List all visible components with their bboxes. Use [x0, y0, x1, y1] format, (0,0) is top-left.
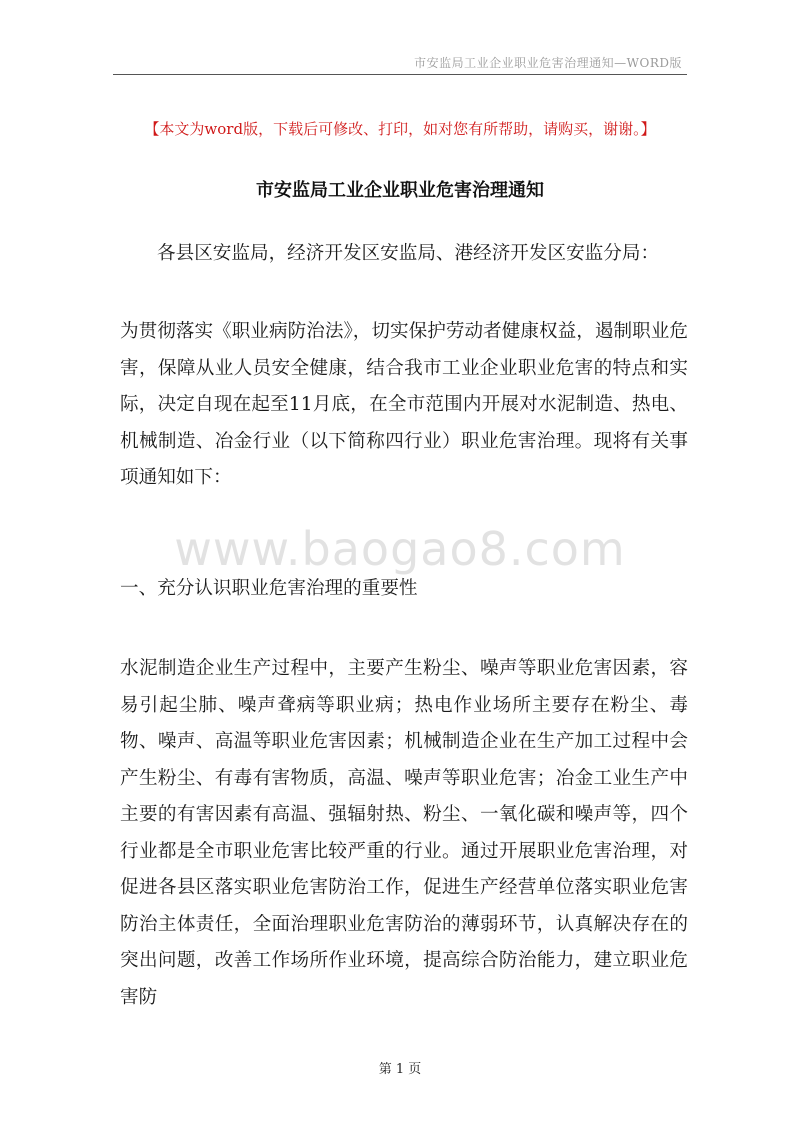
section-heading-1: 一、充分认识职业危害治理的重要性 — [120, 578, 418, 599]
purchase-notice: 【本文为word版，下载后可修改、打印，如对您有所帮助，请购买，谢谢。】 — [144, 120, 656, 138]
paragraph-intro: 为贯彻落实《职业病防治法》，切实保护劳动者健康权益，遏制职业危害，保障从业人员安全健康，结合我市工业企业职业危害的特点和实际，决定自现在起至11月底，在全市范围内开展对水泥制造、热电、机械制造、冶金行业（以下简称四行业）职业危害治理。现将有关事项通知如下： — [120, 321, 688, 488]
document-title: 市安监局工业企业职业危害治理通知 — [256, 180, 544, 201]
paragraph-section-1: 水泥制造企业生产过程中，主要产生粉尘、噪声等职业危害因素，容易引起尘肺、噪声聋病等职业病；热电作业场所主要存在粉尘、毒物、噪声、高温等职业危害因素；机械制造企业在生产加工过程中会产生粉尘、有毒有害物质，高温、噪声等职业危害；冶金工业生产中主要的有害因素有高温、强辐射热、粉尘、一氧化碳和噪声等，四个行业都是全市职业危害比较严重的行业。通过开展职业危害治理，对促进各县区落实职业危害防治工作，促进生产经营单位落实职业危害防治主体责任，全面治理职业危害防治的薄弱环节，认真解决存在的突出问题，改善工作场所作业环境，提高综合防治能力，建立职业危害防 — [120, 658, 688, 1008]
running-header: 市安监局工业企业职业危害治理通知—WORD版 — [414, 56, 682, 70]
watermark: www.baogao8.com — [174, 522, 626, 576]
page-number: 第 1 页 — [378, 1062, 422, 1077]
salutation: 各县区安监局，经济开发区安监局、港经济开发区安监分局： — [157, 243, 660, 264]
header-divider — [113, 74, 687, 75]
